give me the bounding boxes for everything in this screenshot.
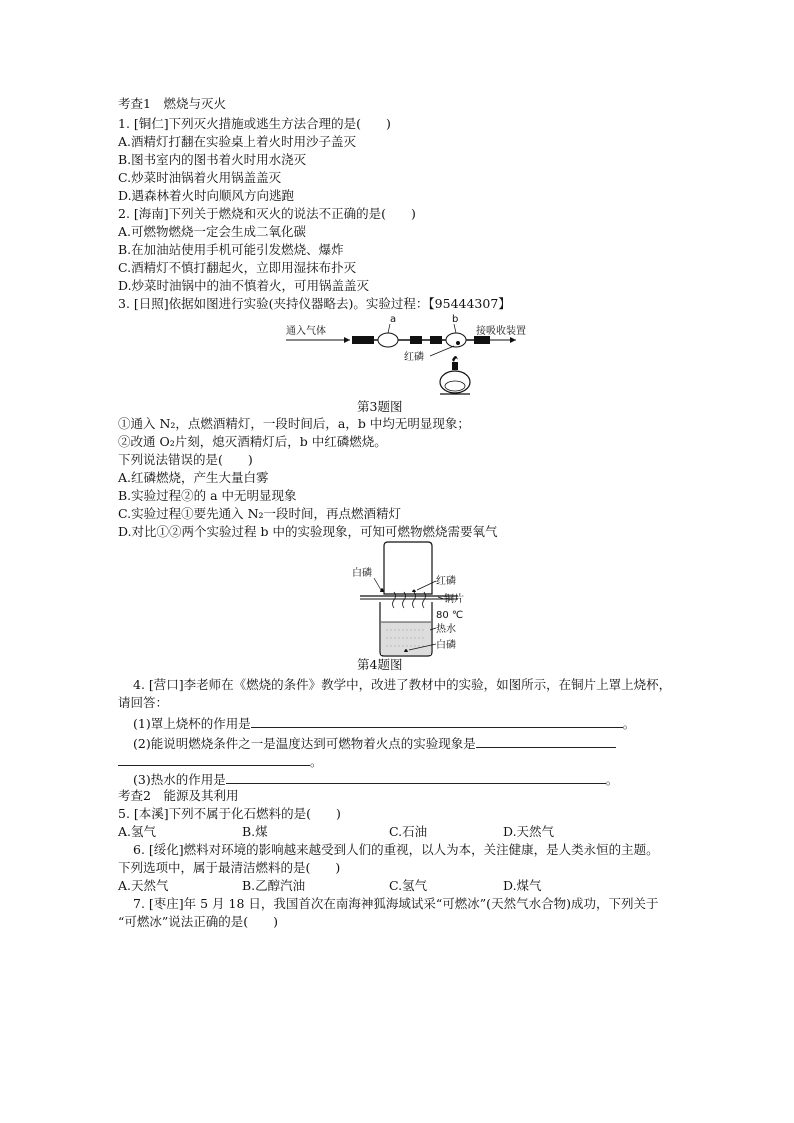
q6-option-d: D.煤气 <box>503 878 542 893</box>
q4-sub2-cont <box>118 753 323 770</box>
q2-stem: 2. [海南]下列关于燃烧和灭火的说法不正确的是( ) <box>118 206 416 221</box>
q4-red-phosphorus-label: 红磷 <box>436 576 456 587</box>
section-heading-energy: 考查2 能源及其利用 <box>118 788 239 803</box>
q3-option-d: D.对比①②两个实验过程 b 中的实验现象，可知可燃物燃烧需要氧气 <box>118 524 498 539</box>
q1-option-b: B.图书室内的图书着火时用水浇灭 <box>118 152 307 167</box>
q3-stem: 3. [日照]依据如图进行实验(夹持仪器略去)。实验过程：【95444307】 <box>118 296 511 311</box>
q4-sub3 <box>133 771 618 788</box>
q2-option-d: D.炒菜时油锅中的油不慎着火，可用锅盖盖灭 <box>118 278 370 293</box>
q5-option-c: C.石油 <box>389 824 428 839</box>
q3-option-a: A.红磷燃烧，产生大量白雾 <box>118 470 269 485</box>
q4-stem-line1: 4. [营口]李老师在《燃烧的条件》教学中，改进了教材中的实验，如图所示，在铜片上罩上烧杯， <box>133 677 672 692</box>
q3-step-2: ②改通 O₂片刻，熄灭酒精灯后，b 中红磷燃烧。 <box>118 434 387 449</box>
q4-sub2-text: (2)能说明燃烧条件之一是温度达到可燃物着火点的实验现象是 <box>133 736 476 751</box>
q4-sub2-answer-blank-2[interactable] <box>118 753 310 766</box>
q4-sub2-end: 。 <box>310 754 323 769</box>
q6-option-c: C.氢气 <box>389 878 428 893</box>
q4-hot-water-label: 热水 <box>436 624 456 635</box>
q4-white-phosphorus-water-label: 白磷 <box>436 640 456 651</box>
q6-option-a: A.天然气 <box>118 878 169 893</box>
section-heading-combustion: 考查1 燃烧与灭火 <box>118 96 226 111</box>
q4-copper-label: 铜片 <box>444 594 464 605</box>
q5-stem: 5. [本溪]下列不属于化石燃料的是( ) <box>118 806 341 821</box>
q4-white-phosphorus-label: 白磷 <box>352 568 372 579</box>
q3-label-a: a <box>390 314 397 325</box>
q2-option-b: B.在加油站使用手机可能引发燃烧、爆炸 <box>118 242 344 257</box>
q3-label-b: b <box>452 314 459 325</box>
q4-sub1-end: 。 <box>622 716 636 731</box>
q3-figure-caption: 第3题图 <box>357 399 403 414</box>
q2-option-c: C.酒精灯不慎打翻起火，立即用湿抹布扑灭 <box>118 260 357 275</box>
q3-step-1: ①通入 N₂，点燃酒精灯，一段时间后，a，b 中均无明显现象； <box>118 416 470 431</box>
q4-temperature-label: 80 ℃ <box>436 610 464 621</box>
q5-option-a: A.氢气 <box>118 824 157 839</box>
q4-stem-line2: 请回答： <box>118 695 169 710</box>
q4-sub1-answer-blank[interactable] <box>251 715 623 728</box>
q4-sub2-answer-blank-1[interactable] <box>476 735 616 748</box>
q6-option-b: B.乙醇汽油 <box>242 878 306 893</box>
q7-stem-line2: “可燃冰”说法正确的是( ) <box>118 914 279 929</box>
q6-options <box>118 878 542 894</box>
q5-option-b: B.煤 <box>242 824 268 839</box>
q6-stem-line1: 6. [绥化]燃料对环境的影响越来越受到人们的重视，以人为本，关注健康，是人类永恒的主题。 <box>133 842 659 857</box>
q4-sub3-end: 。 <box>605 772 619 787</box>
q4-sub3-answer-blank[interactable] <box>226 771 606 784</box>
q3-option-c: C.实验过程①要先通入 N₂一段时间，再点燃酒精灯 <box>118 506 402 521</box>
q3-figure <box>280 310 540 400</box>
q1-option-a: A.酒精灯打翻在实验桌上着火时用沙子盖灭 <box>118 134 357 149</box>
q2-option-a: A.可燃物燃烧一定会生成二氧化碳 <box>118 224 307 239</box>
q1-option-c: C.炒菜时油锅着火用锅盖盖灭 <box>118 170 282 185</box>
q4-sub3-text: (3)热水的作用是 <box>133 772 226 787</box>
q5-options <box>118 824 554 840</box>
q6-stem-line2: 下列选项中，属于最清洁燃料的是( ) <box>118 860 341 875</box>
q7-stem-line1: 7. [枣庄]年 5 月 18 日，我国首次在南海神狐海域试采“可燃冰”(天然气水合物)成功，下列关于 <box>133 896 659 911</box>
q3-out-label: 接吸收装置 <box>476 326 526 337</box>
q1-stem: 1. [铜仁]下列灭火措施或逃生方法合理的是( ) <box>118 116 391 131</box>
q3-in-label: 通入气体 <box>286 326 326 337</box>
q4-figure <box>350 542 490 658</box>
q5-option-d: D.天然气 <box>503 824 555 839</box>
q4-figure-caption: 第4题图 <box>357 657 403 672</box>
q4-sub1 <box>133 715 635 732</box>
q3-option-b: B.实验过程②的 a 中无明显现象 <box>118 488 297 503</box>
q3-red-phosphorus-label: 红磷 <box>404 352 424 363</box>
q3-question: 下列说法错误的是( ) <box>118 452 253 467</box>
q4-sub2 <box>133 735 616 752</box>
q1-option-d: D.遇森林着火时向顺风方向逃跑 <box>118 188 295 203</box>
q4-sub1-text: (1)罩上烧杯的作用是 <box>133 716 251 731</box>
